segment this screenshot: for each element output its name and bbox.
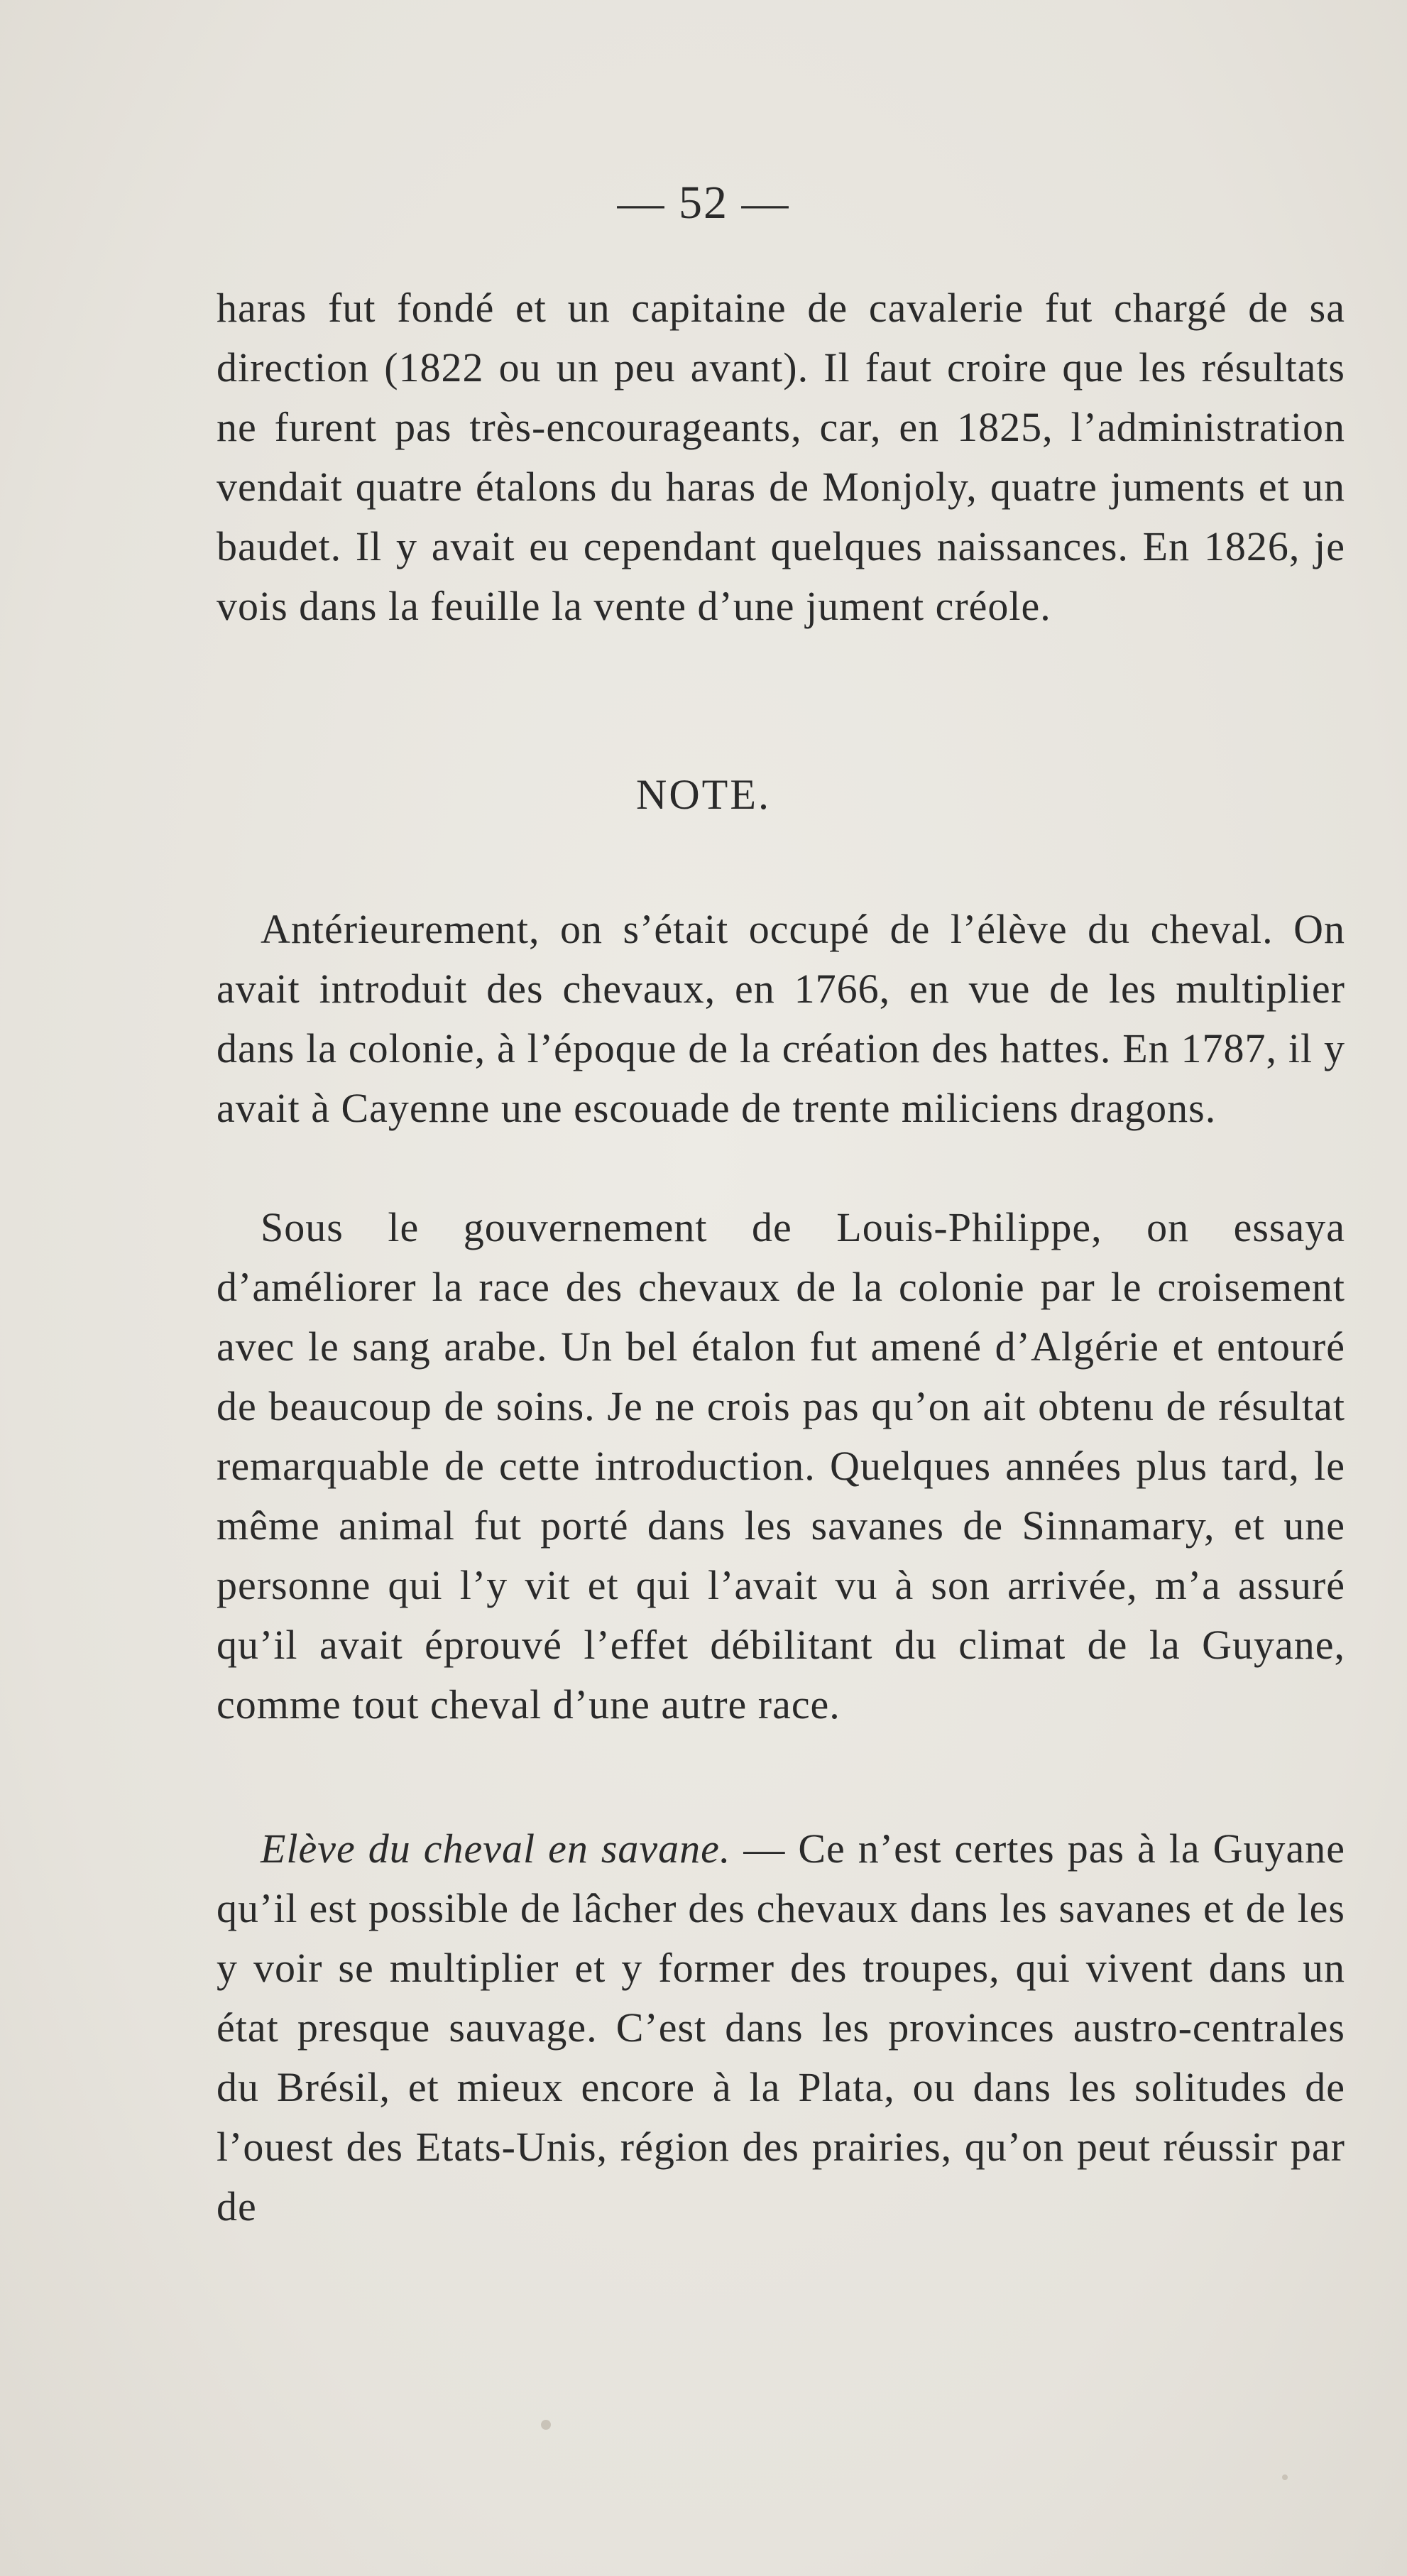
note-heading: NOTE. <box>636 771 771 818</box>
section-body: — Ce n’est certes pas à la Guyane qu’il est possible de lâcher des chevaux dans les savanes et de les y voir se multiplier et y former des troupes, qui vivent dans un état presque sauvage. C’est dans les provinces austro-centrales du Brésil, et mieux encore à la Plata, ou dans les solitudes de l’ouest des Etats-Unis, région des prairies, qu’on peut réussir par de <box>217 1825 1345 2230</box>
paragraph-text: Sous le gouvernement de Louis-Philippe, on essaya d’améliorer la race des chevaux de la colonie par le croisement avec le sang arabe. Un bel étalon fut amené d’Algérie et entouré de beaucoup de soins. Je ne crois pas qu’on ait obtenu de résultat remarquable de cette introduction. Quelques années plus tard, le même animal fut porté dans les savanes de Sinnamary, et une personne qui l’y vit et qui l’avait vu à son arrivée, m’a assuré qu’il avait éprouvé l’effet débilitant du climat de la Guyane, comme tout cheval d’une autre race. <box>217 1204 1345 1728</box>
paragraph-haras <box>217 278 1345 636</box>
paper-speck <box>541 2420 551 2430</box>
section-lead-italic: Elève du cheval en savane. <box>261 1825 731 1872</box>
paper-speck <box>1282 2474 1288 2480</box>
paragraph-text <box>217 1819 1345 2237</box>
paragraph-text: haras fut fondé et un capitaine de cavalerie fut chargé de sa direction (1822 ou un peu avant). Il faut croire que les résultats ne furent pas très-encourageants, car, en 1825, l’administration vendait quatre étalons du haras de Monjoly, quatre juments et un baudet. Il y avait eu cependant quelques naissances. En 1826, je vois dans la feuille la vente d’une jument créole. <box>217 285 1345 629</box>
paragraph-text: Antérieurement, on s’était occupé de l’élève du cheval. On avait introduit des chevaux, en 1766, en vue de les multiplier dans la colonie, à l’époque de la création des hattes. En 1787, il y avait à Cayenne une escouade de trente miliciens dragons. <box>217 906 1345 1131</box>
paragraph-anterieurement <box>217 900 1345 1138</box>
page-number: — 52 — <box>617 177 790 229</box>
paragraph-eleve-du-cheval <box>217 1819 1345 2237</box>
paragraph-louis-philippe <box>217 1198 1345 1735</box>
